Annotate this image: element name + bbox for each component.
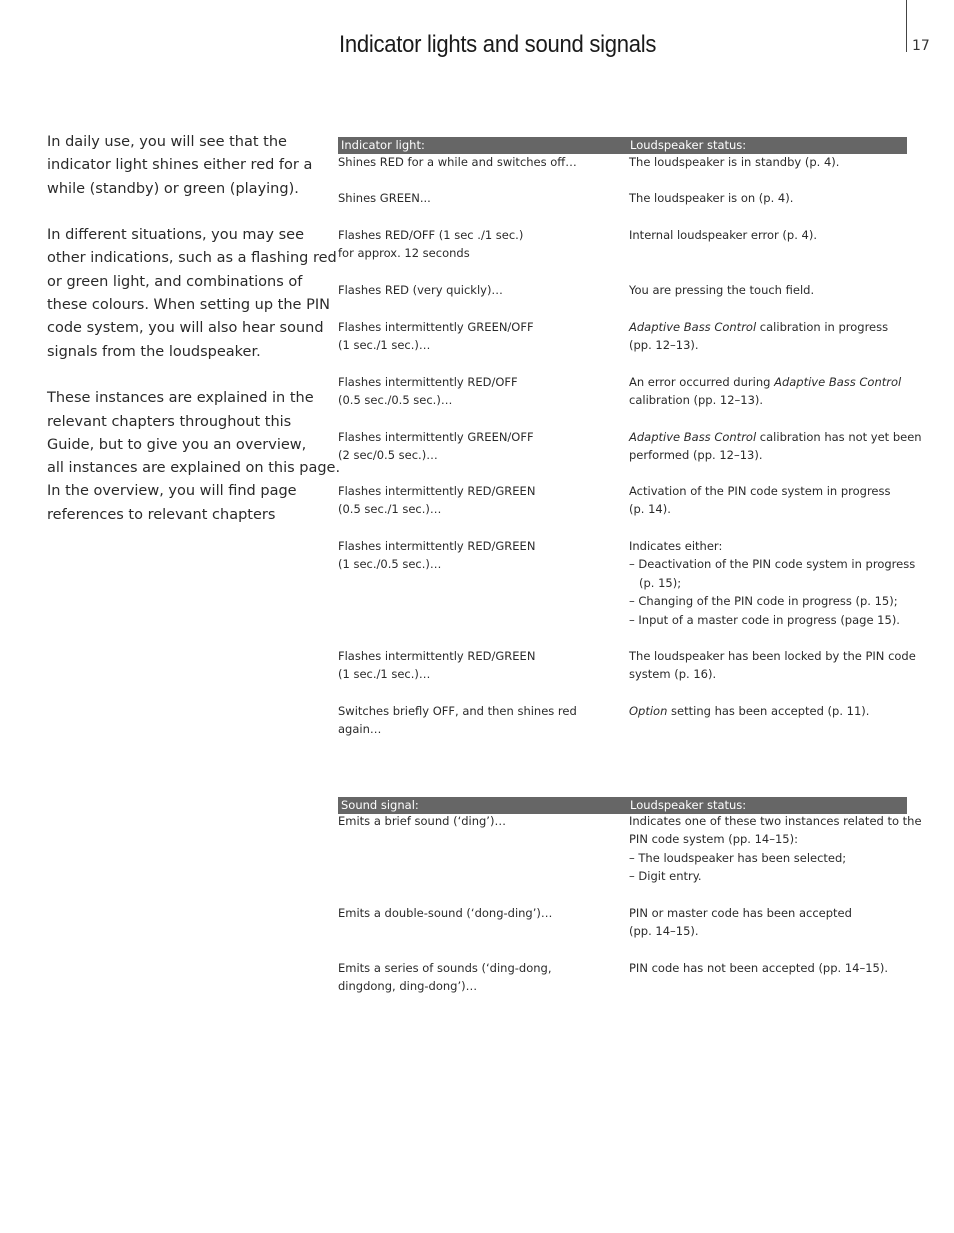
intro-line: In the overview, you will find page — [47, 483, 297, 500]
intro-line: relevant chapters throughout this — [47, 413, 292, 430]
indicator-cell — [338, 318, 618, 355]
status-text: setting has been accepted (p. 11). — [667, 704, 870, 718]
cell-line: (pp. 14–15). — [629, 924, 699, 939]
indicator-cell — [338, 226, 618, 263]
intro-paragraph-3 — [47, 387, 341, 527]
cell-line: (1 sec./1 sec.)… — [338, 667, 431, 682]
cell-line: (0.5 sec./0.5 sec.)… — [338, 393, 453, 408]
feature-name: Option — [629, 704, 668, 718]
feature-name: Adaptive Bass Control — [629, 430, 757, 444]
cell-line: Flashes intermittently RED/OFF — [338, 375, 518, 389]
cell-line: Emits a series of sounds (‘ding-dong, — [338, 961, 552, 975]
cell-line: Flashes intermittently RED/GREEN — [338, 484, 536, 498]
intro-line: or green light, and combinations of — [47, 273, 303, 290]
cell-line: PIN code has not been accepted (pp. 14–15). — [629, 961, 889, 975]
cell-line: Indicates one of these two instances related to the — [629, 814, 922, 828]
cell-line: PIN or master code has been accepted — [629, 906, 852, 920]
intro-line: code system, you will also hear sound — [47, 320, 324, 337]
intro-line: all instances are explained on this page. — [47, 460, 341, 477]
intro-paragraph-2 — [47, 224, 337, 364]
sound-table — [338, 797, 922, 994]
cell-line: Flashes intermittently GREEN/OFF — [338, 430, 534, 444]
intro-line: while (standby) or green (playing). — [47, 180, 299, 197]
cell-line: Flashes RED (very quickly)… — [338, 283, 503, 297]
signal-cell — [338, 959, 618, 996]
cell-line: The loudspeaker is in standby (p. 4). — [629, 155, 840, 169]
cell-line: PIN code system (pp. 14–15): — [629, 832, 798, 847]
indicator-cell — [338, 537, 618, 574]
cell-line: Shines GREEN... — [338, 191, 431, 205]
signal-cell — [338, 904, 618, 922]
indicator-cell — [338, 153, 618, 171]
header-sound-signal: Sound signal: — [341, 798, 419, 812]
indicator-table — [338, 137, 922, 737]
feature-name: Adaptive Bass Control — [629, 320, 757, 334]
status-cell — [629, 226, 907, 244]
cell-line: – Digit entry. — [629, 869, 702, 884]
signal-cell — [338, 812, 618, 830]
cell-line: (1 sec./1 sec.)… — [338, 338, 431, 353]
cell-line: dingdong, ding-dong’)… — [338, 979, 478, 994]
cell-line: You are pressing the touch field. — [629, 283, 815, 297]
status-cell — [629, 373, 907, 410]
status-cell — [629, 318, 907, 355]
status-text: calibration has not yet been — [756, 430, 922, 444]
cell-line: Flashes intermittently RED/GREEN — [338, 649, 536, 663]
intro-paragraph-1 — [47, 131, 322, 201]
cell-line: The loudspeaker is on (p. 4). — [629, 191, 794, 205]
page-number: 17 — [912, 38, 930, 54]
cell-line — [629, 318, 907, 336]
intro-line: These instances are explained in the — [47, 390, 314, 407]
status-cell — [629, 702, 907, 720]
status-text: calibration in progress — [756, 320, 889, 334]
indicator-cell — [338, 281, 618, 299]
status-text: An error occurred during — [629, 375, 775, 389]
indicator-cell — [338, 189, 618, 207]
intro-line: other indications, such as a flashing red — [47, 250, 337, 267]
intro-text — [47, 131, 341, 550]
indicator-cell — [338, 702, 618, 739]
header-loudspeaker-status: Loudspeaker status: — [630, 798, 747, 812]
cell-line: Shines RED for a while and switches off… — [338, 155, 577, 169]
intro-line: signals from the loudspeaker. — [47, 343, 261, 360]
indicator-cell — [338, 428, 618, 465]
indicator-cell — [338, 647, 618, 684]
intro-line: indicator light shines either red for a — [47, 157, 313, 174]
cell-line: Emits a brief sound (‘ding’)… — [338, 814, 506, 828]
cell-line: (pp. 12–13). — [629, 338, 699, 353]
status-cell — [629, 812, 922, 886]
cell-line: Internal loudspeaker error (p. 4). — [629, 228, 817, 242]
cell-line: Activation of the PIN code system in progress — [629, 484, 891, 498]
intro-line: In different situations, you may see — [47, 227, 305, 244]
cell-line: – Changing of the PIN code in progress (p. 15); — [629, 594, 898, 609]
intro-line: these colours. When setting up the PIN — [47, 297, 330, 314]
cell-line: Switches briefly OFF, and then shines red — [338, 704, 577, 718]
cell-line: The loudspeaker has been locked by the PIN code — [629, 649, 916, 663]
page-title: Indicator lights and sound signals — [339, 31, 657, 58]
status-cell — [629, 904, 907, 941]
indicator-table-header — [338, 137, 907, 154]
cell-line: performed (pp. 12–13). — [629, 448, 763, 463]
cell-line: Flashes intermittently GREEN/OFF — [338, 320, 534, 334]
status-cell — [629, 153, 907, 171]
cell-line: for approx. 12 seconds — [338, 246, 470, 261]
status-cell — [629, 189, 907, 207]
cell-line: again… — [338, 722, 382, 737]
cell-line — [629, 428, 922, 446]
cell-line: – The loudspeaker has been selected; — [629, 850, 847, 865]
cell-line: – Input of a master code in progress (page 15). — [629, 612, 900, 627]
cell-line — [629, 373, 907, 391]
cell-line — [629, 702, 907, 720]
cell-line: system (p. 16). — [629, 667, 717, 682]
header-indicator-light: Indicator light: — [341, 138, 425, 152]
indicator-cell — [338, 373, 618, 410]
indicator-cell — [338, 482, 618, 519]
cell-line: (0.5 sec./1 sec.)… — [338, 502, 442, 517]
status-cell — [629, 647, 916, 684]
cell-line: – Deactivation of the PIN code system in progress — [629, 557, 916, 572]
cell-line: Emits a double-sound (‘dong-ding’)… — [338, 906, 553, 920]
cell-line: (2 sec/0.5 sec.)… — [338, 448, 438, 463]
status-cell — [629, 537, 916, 629]
cell-line: (1 sec./0.5 sec.)… — [338, 557, 442, 572]
intro-line: references to relevant chapters — [47, 506, 276, 523]
cell-line: Flashes RED/OFF (1 sec ./1 sec.) — [338, 228, 524, 242]
header-loudspeaker-status: Loudspeaker status: — [630, 138, 747, 152]
intro-line: Guide, but to give you an overview, — [47, 436, 307, 453]
status-cell — [629, 959, 907, 977]
cell-line: calibration (pp. 12–13). — [629, 393, 764, 408]
status-cell — [629, 281, 907, 299]
cell-line: Indicates either: — [629, 539, 723, 553]
cell-line: (p. 15); — [639, 575, 682, 590]
cell-line: Flashes intermittently RED/GREEN — [338, 539, 536, 553]
page-rule — [906, 0, 907, 52]
intro-line: In daily use, you will see that the — [47, 134, 287, 150]
cell-line: (p. 14). — [629, 502, 671, 517]
status-cell — [629, 482, 907, 519]
feature-name: Adaptive Bass Control — [774, 375, 902, 389]
status-cell — [629, 428, 922, 465]
